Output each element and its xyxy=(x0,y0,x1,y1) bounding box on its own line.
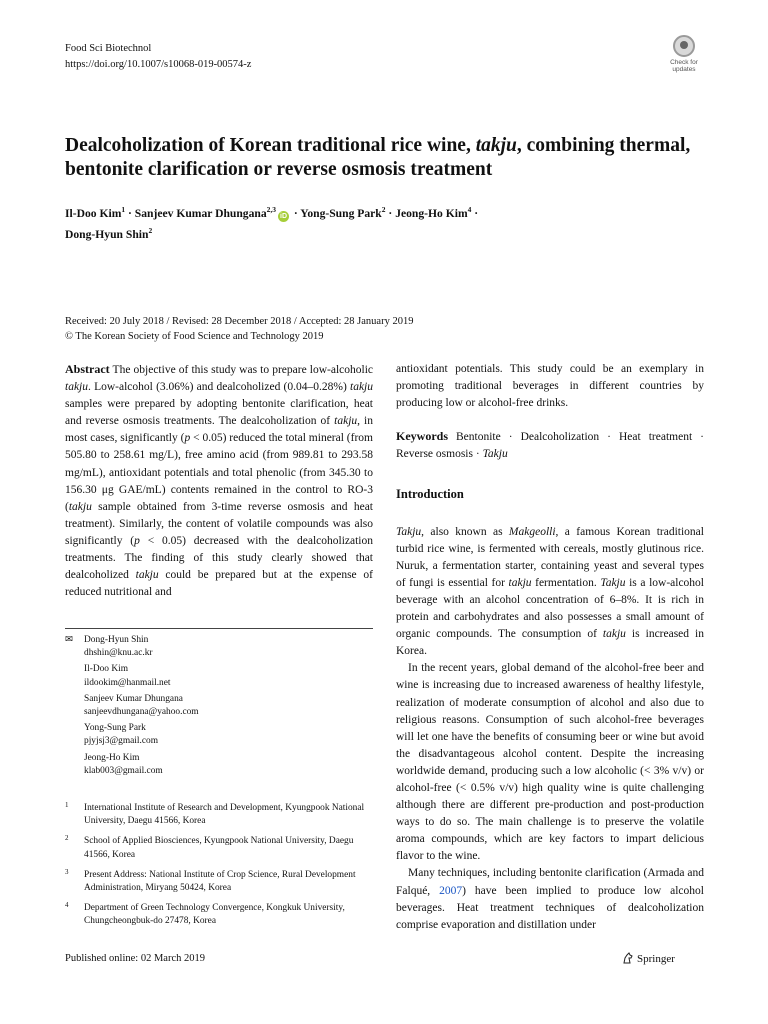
email-link[interactable]: ildookim@hanmail.net xyxy=(84,677,171,688)
article-dates xyxy=(65,314,705,344)
contact: Sanjeev Kumar Dhungana sanjeevdhungana@yahoo.com xyxy=(84,693,373,719)
email-link[interactable]: klab003@gmail.com xyxy=(84,765,163,776)
affiliation: 2 School of Applied Biosciences, Kyungpook National University, Daegu 41566, Korea xyxy=(65,834,354,860)
doi-link[interactable]: https://doi.org/10.1007/s10068-019-00574-z xyxy=(65,59,252,70)
affiliations xyxy=(65,802,373,936)
publisher-logo[interactable] xyxy=(622,952,675,965)
check-label-2: updates xyxy=(672,66,696,73)
author[interactable]: Il-Doo Kim xyxy=(65,206,122,220)
keywords: Keywords Bentonite · Dealcoholization · Heat treatment · Reverse osmosis · Takju xyxy=(396,429,704,461)
check-updates-icon xyxy=(673,35,695,57)
contact: Il-Doo Kim ildookim@hanmail.net xyxy=(84,663,373,689)
journal-name: Food Sci Biotechnol xyxy=(65,43,152,54)
intro-paragraph: Takju, also known as Makgeolli, a famous Korean traditional turbid rice wine, is fermented with cereals, mostly glutinous rice. Nuruk, a fermentation starter, containing yeast and several types of fungi is essential for takju fermentation. Takju is a low-alcohol beverage with an alcohol concentration of 6–8%. It is rich in protein and carbohydrates and also possesses a small amount of organic compounds. The consumption of takju is increased in Korea. xyxy=(396,525,704,658)
introduction-heading: Introduction xyxy=(396,487,464,502)
author-list: Il-Doo Kim$^1$ · Sanjeev Kumar Dhungana$^{2,3}$iD · Yong-Sung Park$^2$ · Jeong-Ho Kim$^4$ · Dong-Hyun Shin$^2$ xyxy=(65,205,479,241)
contact: Jeong-Ho Kim klab003@gmail.com xyxy=(84,752,373,778)
contact: Yong-Sung Park pjyjsj3@gmail.com xyxy=(84,722,373,748)
citation-link[interactable]: 2007 xyxy=(439,884,463,897)
abstract: Abstract The objective of this study was to prepare low-alcoholic takju. Low-alcohol (3.06%) and dealcoholized (0.04–0.28%) takju samples were prepared by adopting bentonite clarification, heat and reverse osmosis treatments. The dealcoholization of takju, in most cases, significantly (p < 0.05) reduced the total mineral (from 505.80 to 258.61 mg/L), free amino acid (from 989.81 to 293.58 mg/mL), antioxidant potentials and total phenolic (from 345.30 to 156.30 μg GAE/mL) contents remained in the control to RO-3 (takju sample obtained from 3-time reverse osmosis and heat treatment). Similarly, the content of volatile compounds was also significantly (p < 0.05) decreased with the dealcoholization treatments. The finding of this study clearly showed that dealcoholized takju could be prepared but at the expense of reduced nutritional and xyxy=(65,362,373,599)
author[interactable]: Dong-Hyun Shin xyxy=(65,227,149,241)
author[interactable]: Sanjeev Kumar Dhungana xyxy=(134,206,267,220)
footnote-divider xyxy=(65,628,373,629)
affiliation: 3 Present Address: National Institute of Crop Science, Rural Development Administration, Miryang 50424, Korea xyxy=(65,867,356,894)
check-label-1: Check for xyxy=(670,59,698,66)
springer-horse-icon xyxy=(622,952,634,964)
journal-header xyxy=(65,41,251,73)
intro-paragraph: In the recent years, global demand of the alcohol-free beer and wine is increasing due to increased awareness of healthy lifestyle, realization of moderate consumption of alcohol and also due to religious reasons. Consumption of such alcohol-free beverages will let one have the benefits of consuming beer or wine but avoid the disadvantageous alcohol content. Despite the increasing worldwide demand, producing such a low alcoholic (< 3% v/v) or alcohol-free (< 0.5% v/v) high quality wine is quite challenging although there are different pre-production and post-production ways to do so. The main challenge is to preserve the volatile aroma compounds, which are key factors to impart delicious flavor to the wine. xyxy=(396,662,704,863)
author[interactable]: Yong-Sung Park xyxy=(300,206,382,220)
abstract-heading: Abstract xyxy=(65,362,110,376)
contact: Dong-Hyun Shin dhshin@knu.ac.kr xyxy=(84,634,373,660)
email-link[interactable]: pjyjsj3@gmail.com xyxy=(84,736,158,747)
abstract-continued: antioxidant potentials. This study could be an exemplary in promoting traditional beverages in different countries by producing low or alcohol-free drinks. xyxy=(396,363,704,410)
received-dates: Received: 20 July 2018 / Revised: 28 December 2018 / Accepted: 28 January 2019 xyxy=(65,316,414,327)
email-link[interactable]: dhshin@knu.ac.kr xyxy=(84,648,153,659)
right-column xyxy=(396,361,704,934)
intro-paragraph: Many techniques, including bentonite clarification (Armada and Falqué, 2007) have been implied to produce low alcohol beverages. Heat treatment techniques of dealcoholization comprise evaporation and distillation under xyxy=(396,867,704,931)
orcid-icon[interactable]: iD xyxy=(280,212,288,220)
author[interactable]: Jeong-Ho Kim xyxy=(395,206,468,220)
published-online: Published online: 02 March 2019 xyxy=(65,953,205,964)
affiliation: 4 Department of Green Technology Convergence, Kongkuk University, Chungcheongbuk-do 27478, Korea xyxy=(65,901,345,927)
publisher-name: Springer xyxy=(637,953,675,965)
copyright: © The Korean Society of Food Science and Technology 2019 xyxy=(65,331,324,342)
affiliation: 1 International Institute of Research and Development, Kyungpook National University, Daegu 41566, Korea xyxy=(65,801,365,827)
email-link[interactable]: sanjeevdhungana@yahoo.com xyxy=(84,707,199,718)
article-title: Dealcoholization of Korean traditional rice wine, takju, combining thermal, bentonite clarification or reverse osmosis treatment xyxy=(65,135,691,180)
envelope-icon: ✉ xyxy=(65,635,73,645)
correspondence-block xyxy=(65,634,373,781)
check-for-updates-badge[interactable] xyxy=(664,35,704,73)
